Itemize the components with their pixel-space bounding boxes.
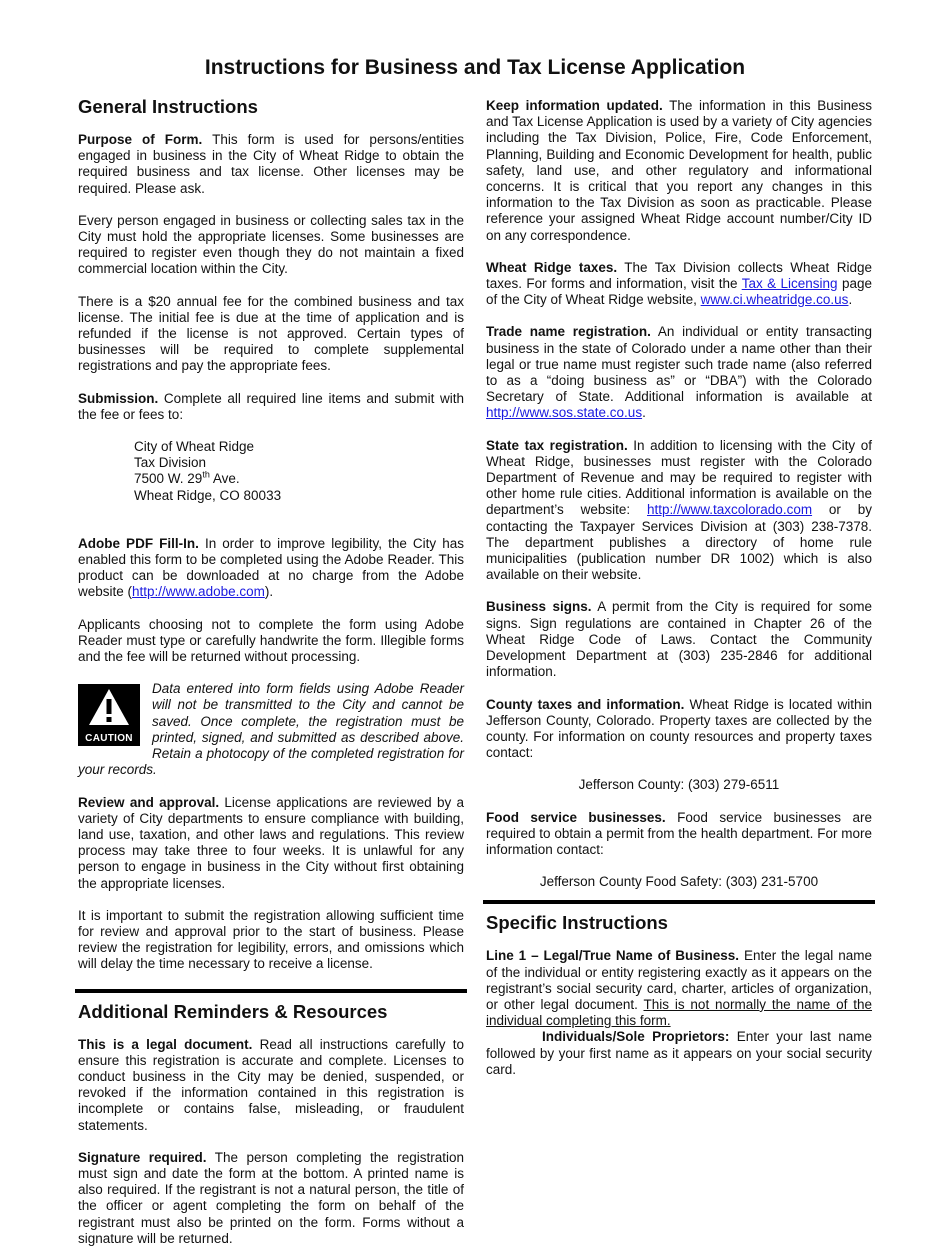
state-tax-paragraph: State tax registration. In addition to licensing with the City of Wheat Ridge, businesses must register with the Colorado Department of Revenue and may be required to register with other home rule cities. Additional information is available on the department’s website: http://www.taxcolorado.com or by contacting the Taxpayer Services Division at (303) 238-7378. The department publishes a directory of home rule municipalities (publication number DR 1002) which is also available on their website. bbox=[486, 437, 873, 583]
fee-paragraph: There is a $20 annual fee for the combined business and tax license. The initial fee is due at the time of application and is refunded if the license is not approved. Certain types of businesses will be required to complete supplemental registrations and pay the appropriate fees. bbox=[78, 293, 464, 374]
county-taxes-paragraph: County taxes and information. Wheat Ridge is located within Jefferson County, Colorado. Property taxes are collected by the county. For information on county resources and property taxes contact: bbox=[486, 696, 872, 761]
state-label: State tax registration. bbox=[486, 437, 628, 453]
specific-divider bbox=[483, 900, 875, 904]
adobe-link[interactable]: http://www.adobe.com bbox=[132, 584, 265, 600]
keep-label: Keep information updated. bbox=[486, 98, 663, 113]
general-instructions-heading: General Instructions bbox=[78, 96, 258, 117]
county-contact: Jefferson County: (303) 279-6511 bbox=[578, 777, 780, 793]
caution-text: Data entered into form fields using Adobe Reader will not be transmitted to the City and cannot be saved. Once complete, the registration must be printed, signed, and submitted as described above. Retain a photocopy of the completed registration for your records. bbox=[78, 681, 464, 778]
adobe-label: Adobe PDF Fill-In. bbox=[78, 535, 199, 551]
trade-name-paragraph: Trade name registration. An individual or entity transacting business in the state of Colorado under a name other than their legal or true name must register such trade name (also referred to as a “doing business as” or “DBA”) with the Colorado Secretary of State. Additional information is available at http://www.sos.state.co.us. bbox=[486, 324, 872, 421]
review-label: Review and approval. bbox=[78, 794, 220, 810]
reminders-heading: Additional Reminders & Resources bbox=[78, 1000, 388, 1022]
signs-label: Business signs. bbox=[486, 599, 592, 615]
sos-link[interactable]: http://www.sos.state.co.us bbox=[486, 405, 643, 421]
line1-underline: This is not normally the name of the individual completing this form. bbox=[486, 996, 873, 1029]
sole-label: Individuals/Sole Proprietors: bbox=[542, 1029, 730, 1045]
specific-instructions-heading: Specific Instructions bbox=[486, 912, 668, 934]
purpose-paragraph: Purpose of Form. This form is used for persons/entities engaged in business in the City of Wheat Ridge to obtain the required business and tax license. Other licenses may be required. Please ask. bbox=[78, 132, 464, 196]
caution-note bbox=[78, 681, 464, 778]
sole-proprietor-paragraph: Individuals/Sole Proprietors: Enter your last name followed by your first name as it appears on your social security card. bbox=[486, 1029, 872, 1077]
line1-label: Line 1 – Legal/True Name of Business. bbox=[486, 948, 740, 964]
trade-label: Trade name registration. bbox=[486, 324, 651, 340]
adobe-paragraph: Adobe PDF Fill-In. In order to improve legibility, the City has enabled this form to be completed using the Adobe Reader. This product can be downloaded at no charge from the Adobe website (http://www.adobe.com). bbox=[78, 535, 464, 600]
mailing-address: City of Wheat Ridge Tax Division 7500 W. 29th Ave. Wheat Ridge, CO 80033 bbox=[134, 439, 282, 503]
food-service-paragraph: Food service businesses. Food service businesses are required to obtain a permit from the health department. For more information contact: bbox=[486, 809, 872, 857]
wheat-label: Wheat Ridge taxes. bbox=[486, 259, 618, 275]
county-label: County taxes and information. bbox=[486, 696, 685, 712]
food-label: Food service businesses. bbox=[486, 809, 666, 825]
section-divider bbox=[75, 989, 467, 993]
business-signs-paragraph: Business signs. A permit from the City is required for some signs. Sign regulations are contained in Chapter 26 of the Wheat Ridge Code of Laws. Contact the Community Development Department at (303) 235-2846 for additional information. bbox=[486, 599, 872, 680]
line1-paragraph: Line 1 – Legal/True Name of Business. Enter the legal name of the individual or entity registering exactly as it appears on the registrant’s social security card, charter, articles of organization, or other legal document. This is not normally the name of the individual completing this form. bbox=[486, 948, 873, 1029]
page-title: Instructions for Business and Tax License Application bbox=[204, 56, 746, 79]
signature-label: Signature required. bbox=[78, 1149, 207, 1165]
keep-updated-paragraph: Keep information updated. The information in this Business and Tax License Application is used by a variety of City agencies including the Tax Division, Police, Fire, Code Enforcement, Planning, Building and Economic Development for health, public safety, land use, and other regulatory and informational concerns. It is critical that you report any changes in this information to the Tax Division as soon as practicable. Please reference your assigned Wheat Ridge account number/City ID on any correspondence. bbox=[486, 98, 872, 243]
submission-paragraph: Submission. Complete all required line items and submit with the fee or fees to: bbox=[78, 390, 464, 422]
caution-word: CAUTION bbox=[85, 733, 133, 745]
wheat-ridge-taxes-paragraph: Wheat Ridge taxes. The Tax Division collects Wheat Ridge taxes. For forms and information, visit the Tax & Licensing page of the City of Wheat Ridge website, www.ci.wheatridge.co.us. bbox=[486, 259, 872, 308]
submission-label: Submission. bbox=[78, 390, 159, 406]
right-column bbox=[486, 98, 872, 1094]
applicants-paragraph: Applicants choosing not to complete the form using Adobe Reader must type or carefully handwrite the form. Illegible forms and the fee will be returned without processing. bbox=[78, 616, 464, 665]
every-person-paragraph: Every person engaged in business or collecting sales tax in the City must hold the appropriate licenses. Some businesses are required to register even though they do not maintain a fixed commercial location within the City. bbox=[78, 212, 464, 277]
food-contact: Jefferson County Food Safety: (303) 231-5700 bbox=[539, 874, 819, 890]
caution-icon bbox=[78, 684, 140, 746]
left-column bbox=[78, 96, 464, 1247]
taxcolorado-link[interactable]: http://www.taxcolorado.com bbox=[647, 502, 813, 518]
purpose-label: Purpose of Form. bbox=[78, 132, 203, 147]
legal-paragraph: This is a legal document. Read all instructions carefully to ensure this registration is accurate and complete. Licenses to conduct business in the City may be denied, suspended, or revoked if the information contained in this registration is incomplete or contains false, misleading, or fraudulent statements. bbox=[78, 1036, 464, 1133]
review-paragraph: Review and approval. License applications are reviewed by a variety of City departments to ensure compliance with building, land use, taxation, and other laws and regulations. This review process may take three to four weeks. It is unlawful for any person to engage in business in the City without first obtaining the appropriate licenses. bbox=[78, 794, 464, 891]
city-website-link[interactable]: www.ci.wheatridge.co.us bbox=[700, 292, 849, 308]
tax-licensing-link[interactable]: Tax & Licensing bbox=[741, 276, 838, 292]
legal-label: This is a legal document. bbox=[78, 1036, 253, 1052]
signature-paragraph: Signature required. The person completing the registration must sign and date the form at the bottom. A printed name is also required. If the registrant is not a natural person, the title of the officer or agent completing the form on behalf of the registrant must also be printed on the form. Forms without a signature will be returned. bbox=[78, 1149, 464, 1246]
important-paragraph: It is important to submit the registration allowing sufficient time for review and approval prior to the start of business. Please review the registration for legibility, errors, and omissions which will delay the time necessary to receive a license. bbox=[78, 907, 464, 972]
